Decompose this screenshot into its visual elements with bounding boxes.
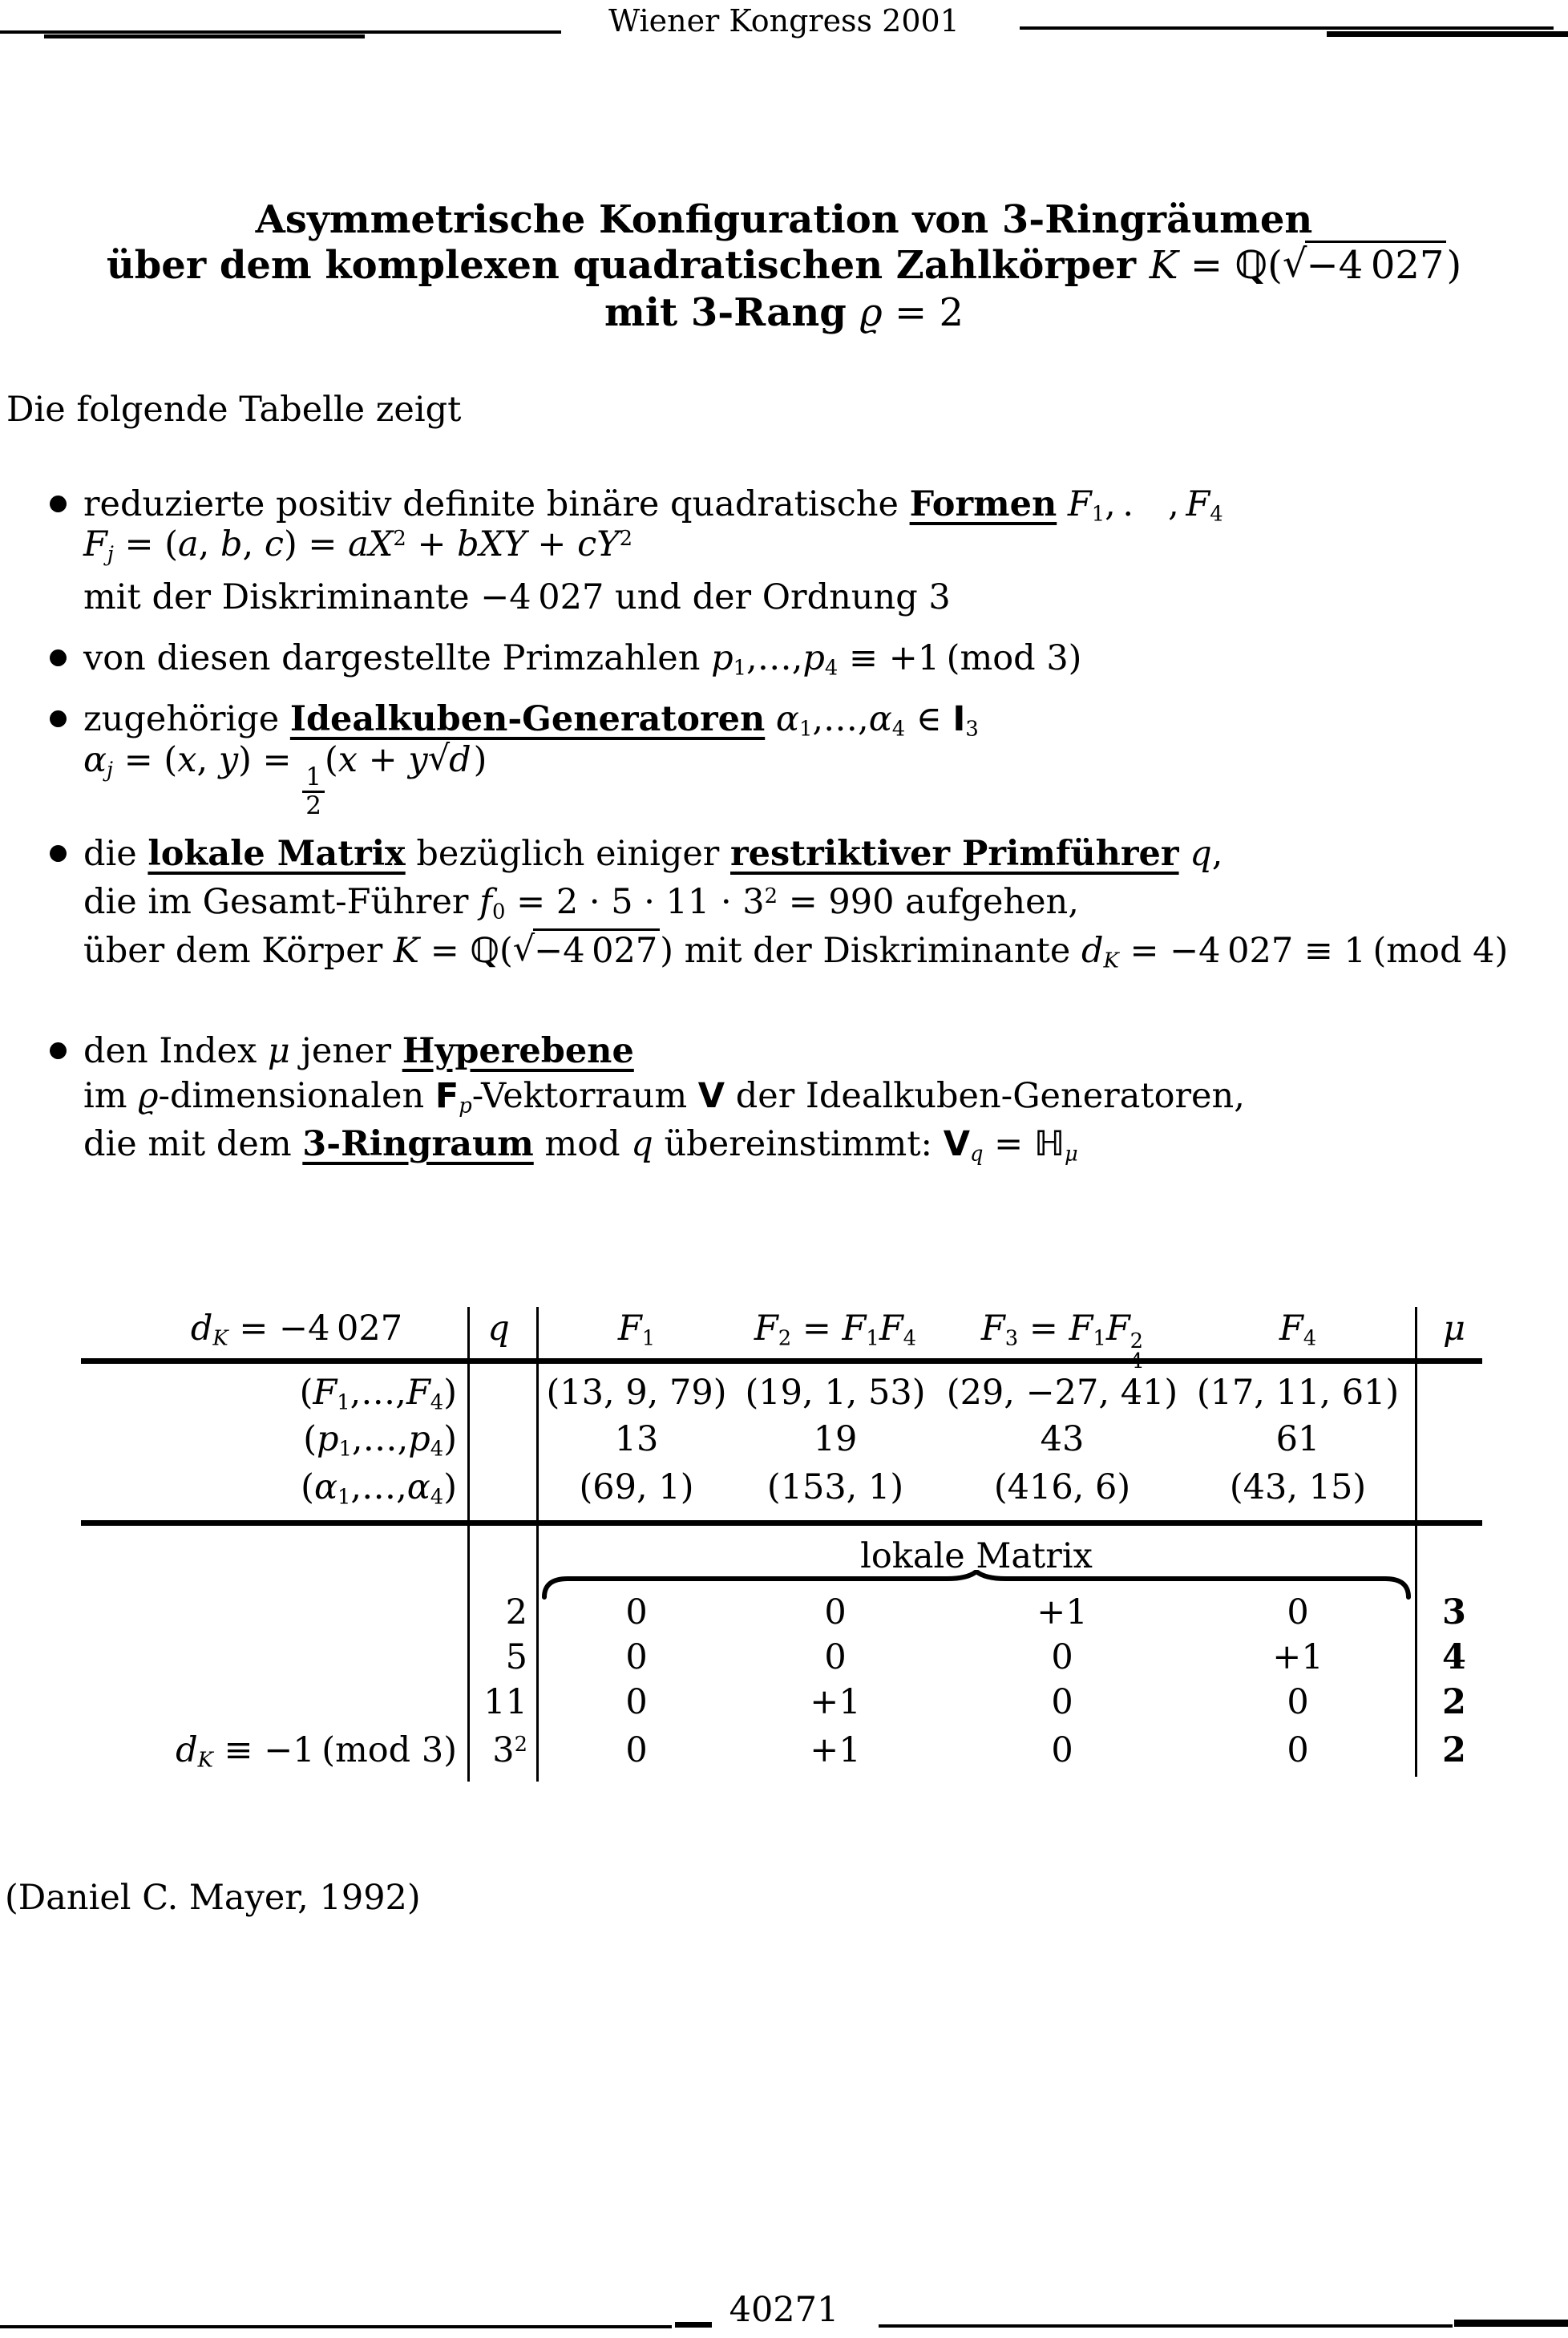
footer-rule-right bbox=[879, 2324, 1453, 2328]
mu-value-4: 2 bbox=[1442, 1730, 1466, 1770]
bullet-dot bbox=[50, 845, 67, 862]
bullet-1-line-2: Fj = (a, b, $c) = aX^2$ + bXY + $cY^2$ bbox=[83, 524, 632, 567]
table-header-f2: F2 = F1F4 bbox=[754, 1309, 917, 1351]
cell-q-5: 5 bbox=[505, 1637, 527, 1677]
cell-m-5-f2: 0 bbox=[824, 1637, 847, 1677]
mu-value-3: 2 bbox=[1442, 1682, 1466, 1722]
cell-forms-f4: (17, 11, 61) bbox=[1196, 1373, 1400, 1413]
row-dk-mod3-label: dK ≡ −1 (mod 3) bbox=[176, 1730, 457, 1773]
bullet-4-line-2: die im Gesamt-Führer $f0 = 2 \cdot 5 \cdot 11 \cdot 3^2 = 990$ aufgehen, bbox=[83, 882, 1079, 924]
bullet-4-line-1: die lokale Matrix bezüglich einiger restriktiver Primführer q, bbox=[83, 834, 1223, 874]
cell-m-11-f4: 0 bbox=[1287, 1682, 1309, 1722]
bullet-5-line-1: den Index μ jener Hyperebene bbox=[83, 1031, 634, 1071]
row-forms-label: (F1,…,F4) bbox=[299, 1373, 457, 1415]
intro-text: Die folgende Tabelle zeigt bbox=[6, 390, 462, 430]
cell-primes-f2: 19 bbox=[813, 1419, 858, 1459]
bullet-1-line-3: mit der Diskriminante −4 027 und der Ordnung 3 bbox=[83, 577, 951, 617]
mu-value-2: 4 bbox=[1442, 1637, 1466, 1677]
bullet-dot bbox=[50, 496, 67, 512]
cell-m-2-f4: 0 bbox=[1287, 1592, 1309, 1632]
cell-m-2-f2: 0 bbox=[824, 1592, 847, 1632]
cell-m-9-f1: 0 bbox=[625, 1730, 648, 1770]
footnote: (Daniel C. Mayer, 1992) bbox=[5, 1878, 421, 1918]
cell-m-2-f3: +1 bbox=[1037, 1592, 1088, 1632]
bullet-1-line-1: reduzierte positiv definite binäre quadratische Formen F1, . , F4 bbox=[83, 484, 1223, 527]
row-generators-label: (α1,…,α4) bbox=[301, 1467, 457, 1510]
cell-forms-f1: (13, 9, 79) bbox=[546, 1373, 727, 1413]
cell-m-9-f2: +1 bbox=[810, 1730, 861, 1770]
mu-value-1: 3 bbox=[1442, 1592, 1466, 1632]
bullet-3-line-2: αj = (x, y) = $\frac{1}{2}$ (x + y√d) bbox=[83, 738, 487, 820]
table-divider-mu bbox=[1415, 1307, 1417, 1777]
cell-q-11: 11 bbox=[483, 1682, 527, 1722]
table-header-f3: F3 = F1F 2 bbox=[980, 1309, 1144, 1354]
cell-q-9: $3^2$ bbox=[492, 1730, 527, 1770]
cell-primes-f4: 61 bbox=[1275, 1419, 1320, 1459]
cell-m-5-f1: 0 bbox=[625, 1637, 648, 1677]
cell-m-11-f2: +1 bbox=[810, 1682, 861, 1722]
cell-generators-f1: (69, 1) bbox=[579, 1467, 694, 1507]
bullet-2-line-1: von diesen dargestellte Primzahlen p1,…,p4 ≡ +1 (mod 3) bbox=[83, 638, 1082, 681]
title-line-1: Asymmetrische Konfiguration von 3-Ringräumen bbox=[255, 197, 1313, 242]
cell-m-11-f3: 0 bbox=[1051, 1682, 1073, 1722]
footer-rule-right-thick bbox=[1454, 2320, 1568, 2327]
cell-generators-f2: (153, 1) bbox=[766, 1467, 904, 1507]
bullet-4-line-3: über dem Körper K = ℚ(√−4 027) mit der Diskriminante dK = −4 027 ≡ 1 (mod 4) bbox=[83, 929, 1509, 973]
table-header-dk: dK = −4 027 bbox=[190, 1309, 403, 1351]
cell-generators-f3: (416, 6) bbox=[993, 1467, 1131, 1507]
title-line-2: über dem komplexen quadratischen Zahlkörper K = ℚ(√−4 027) bbox=[106, 241, 1462, 288]
header-rule-right-thick bbox=[1327, 31, 1568, 37]
bullet-3-line-1: zugehörige Idealkuben-Generatoren α1,…,α4 ∈ I3 bbox=[83, 699, 979, 742]
title-line-3: mit 3-Rang ϱ = 2 bbox=[604, 290, 964, 335]
table-header-f4: F4 bbox=[1279, 1309, 1317, 1351]
cell-generators-f4: (43, 15) bbox=[1229, 1467, 1367, 1507]
table-rule-middle bbox=[81, 1520, 1482, 1526]
bullet-5-line-2: im ϱ-dimensionalen Fp-Vektorraum V der Idealkuben-Generatoren, bbox=[83, 1076, 1245, 1118]
table-header-q: q bbox=[487, 1309, 510, 1349]
cell-m-9-f3: 0 bbox=[1051, 1730, 1073, 1770]
bullet-dot bbox=[50, 1042, 67, 1059]
bullet-dot bbox=[50, 649, 67, 666]
bullet-dot bbox=[50, 710, 67, 727]
cell-m-11-f1: 0 bbox=[625, 1682, 648, 1722]
bullet-5-line-3: die mit dem 3-Ringraum mod q übereinstimmt: Vq = ℍμ bbox=[83, 1124, 1078, 1167]
cell-primes-f3: 43 bbox=[1040, 1419, 1085, 1459]
table-header-f1: F1 bbox=[617, 1309, 656, 1351]
cell-m-2-f1: 0 bbox=[625, 1592, 648, 1632]
cell-m-5-f3: 0 bbox=[1051, 1637, 1073, 1677]
cell-forms-f2: (19, 1, 53) bbox=[745, 1373, 926, 1413]
header-rule-right bbox=[1020, 26, 1554, 30]
table-rule-top bbox=[81, 1358, 1482, 1364]
local-matrix-label: lokale Matrix bbox=[860, 1536, 1093, 1576]
table-header-mu: μ bbox=[1443, 1309, 1465, 1349]
cell-m-9-f4: 0 bbox=[1287, 1730, 1309, 1770]
page-number: 40271 bbox=[729, 2290, 839, 2330]
page-header-title: Wiener Kongress 2001 bbox=[608, 3, 960, 38]
cell-m-5-f4: +1 bbox=[1272, 1637, 1324, 1677]
row-primes-label: (p1,…,p4) bbox=[303, 1419, 457, 1462]
cell-forms-f3: (29, −27, 41) bbox=[946, 1373, 1178, 1413]
cell-primes-f1: 13 bbox=[614, 1419, 659, 1459]
table-divider-2 bbox=[536, 1307, 539, 1782]
cell-q-2: 2 bbox=[505, 1592, 527, 1632]
